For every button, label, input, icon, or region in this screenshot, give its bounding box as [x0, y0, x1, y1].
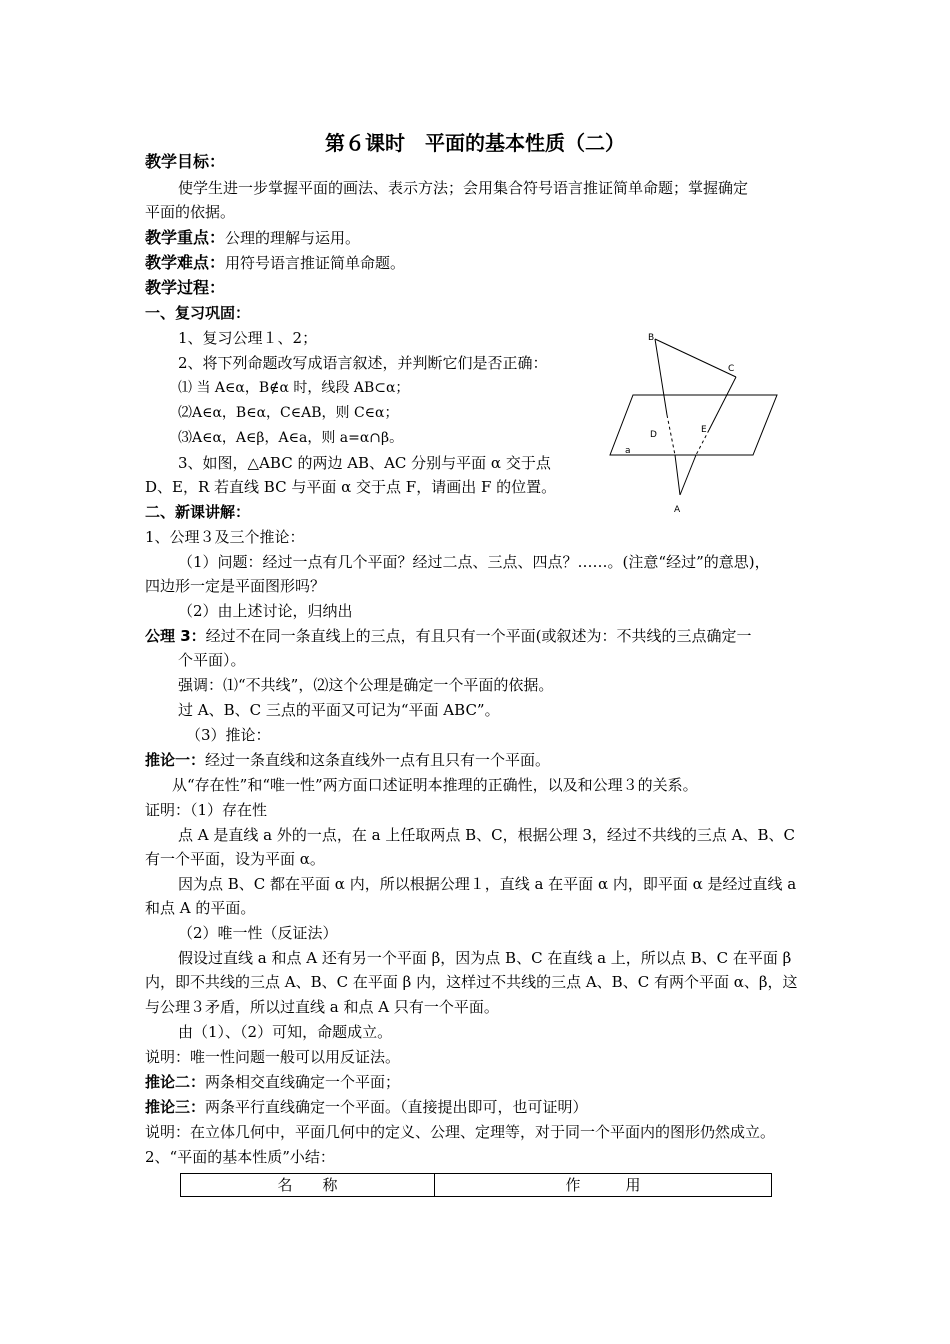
- label-c: C: [728, 364, 735, 374]
- review-sub3: ⑶A∈α，A∈β，A∈a，则 a=α∩β。: [178, 430, 404, 446]
- corollary2-text: 两条相交直线确定一个平面；: [205, 1073, 401, 1091]
- segment-ab-lower: [675, 455, 680, 495]
- review-item3-line1: 3、如图，△ABC 的两边 AB、AC 分别与平面 α 交于点: [178, 454, 551, 472]
- corollary1: [145, 750, 550, 770]
- corollary1-note: 从“存在性”和“唯一性”两方面口述证明本推理的正确性，以及和公理３的关系。: [172, 776, 698, 794]
- uniqueness-line1: 假设过直线 a 和点 A 还有另一个平面 β，因为点 B、C 在直线 a 上，所以点 B、C 在平面 β: [178, 949, 792, 967]
- geometry-figure: [605, 325, 795, 520]
- goal-text-line2: 平面的依据。: [145, 203, 236, 221]
- corollary3: [145, 1097, 588, 1117]
- uniqueness-line2: 内，即不共线的三点 A、B、C 在平面 β 内，这样过不共线的三点 A、B、C 有两个平面 α、β，这: [145, 973, 798, 991]
- review-item1: 1、复习公理１、2；: [178, 329, 318, 347]
- segment-ab-upper: [655, 339, 667, 415]
- review-heading: 一、复习巩固：: [145, 304, 251, 322]
- question1-line1: （1）问题：经过一点有几个平面？经过二点、三点、四点？……。(注意“经过”的意思)，: [178, 553, 770, 571]
- axiom3-label: 公理 3：: [145, 627, 206, 645]
- page-title: 第６课时 平面的基本性质（二）: [325, 131, 625, 155]
- corollary3-label: 推论三：: [145, 1098, 206, 1116]
- corollary1-label: 推论一：: [145, 751, 206, 769]
- key-point: [145, 228, 360, 248]
- label-a: A: [674, 505, 681, 515]
- table-header-function: 作 用: [565, 1176, 641, 1194]
- corollary3-text: 两条平行直线确定一个平面。（直接提出即可，也可证明）: [205, 1098, 588, 1116]
- summary-table: [180, 1173, 772, 1197]
- difficulty-label: 教学难点：: [145, 253, 226, 272]
- label-b: B: [648, 333, 655, 343]
- plane-alpha: [610, 395, 777, 455]
- segment-ab-hidden: [667, 415, 675, 455]
- conclusion: 由（1）、（2）可知，命题成立。: [178, 1023, 393, 1041]
- review-item2: 2、将下列命题改写成语言叙述，并判断它们是否正确：: [178, 354, 548, 372]
- key-text: 公理的理解与运用。: [225, 229, 361, 247]
- review-sub2: ⑵A∈α，B∈α，C∈AB，则 C∈α；: [178, 405, 399, 421]
- question2: （2）由上述讨论，归纳出: [178, 602, 353, 620]
- difficulty-point: [145, 253, 405, 273]
- section2-heading: 2、“平面的基本性质”小结：: [145, 1148, 335, 1166]
- table-header-name: 名 称: [181, 1174, 435, 1196]
- process-label: 教学过程：: [145, 278, 226, 297]
- corollary2-label: 推论二：: [145, 1073, 206, 1091]
- uniqueness-heading: （2）唯一性（反证法）: [178, 924, 338, 942]
- goal-text-line1: 使学生进一步掌握平面的画法、表示方法；会用集合符号语言推证简单命题；掌握确定: [178, 179, 749, 197]
- axiom3-line2: 个平面）。: [178, 651, 246, 669]
- label-e: E: [701, 425, 707, 435]
- question1-line2: 四边形一定是平面图形吗？: [145, 577, 326, 595]
- axiom3-text: 经过不在同一条直线上的三点，有且只有一个平面(或叙述为：不共线的三点确定一: [205, 627, 752, 645]
- note-uniqueness: 说明：唯一性问题一般可以用反证法。: [145, 1048, 401, 1066]
- uniqueness-line3: 与公理３矛盾，所以过直线 a 和点 A 只有一个平面。: [145, 998, 499, 1016]
- corollary2: [145, 1072, 400, 1092]
- axiom3-line1: [145, 626, 752, 646]
- proof-existence-line2: 有一个平面，设为平面 α。: [145, 850, 325, 868]
- label-plane: a: [625, 446, 631, 456]
- difficulty-text: 用符号语言推证简单命题。: [225, 254, 406, 272]
- proof-existence-line4: 和点 A 的平面。: [145, 899, 256, 917]
- segment-ac-lower: [680, 455, 696, 495]
- goal-label: 教学目标：: [145, 152, 226, 171]
- new-lesson-heading: 二、新课讲解：: [145, 503, 251, 521]
- key-label: 教学重点：: [145, 228, 226, 247]
- review-sub1: ⑴ 当 A∈α，B∉α 时，线段 AB⊂α；: [178, 380, 410, 396]
- segment-bc: [655, 339, 736, 377]
- review-item3-line2: D、E，R 若直线 BC 与平面 α 交于点 F，请画出 F 的位置。: [145, 478, 557, 496]
- question3: （3）推论：: [186, 726, 271, 744]
- proof-existence-line1: 点 A 是直线 a 外的一点，在 a 上任取两点 B、C，根据公理 3，经过不共线的三点 A、B、C: [178, 826, 796, 844]
- label-d: D: [650, 430, 657, 440]
- corollary1-text: 经过一条直线和这条直线外一点有且只有一个平面。: [205, 751, 551, 769]
- proof-label: 证明：（1）存在性: [145, 801, 268, 819]
- section1-heading: 1、公理３及三个推论：: [145, 528, 305, 546]
- emphasis-note: 强调：⑴“不共线”，⑵这个公理是确定一个平面的依据。: [178, 676, 554, 694]
- plane-abc-note: 过 A、B、C 三点的平面又可记为“平面 ABC”。: [178, 701, 500, 719]
- note-plane-geometry: 说明：在立体几何中，平面几何中的定义、公理、定理等，对于同一个平面内的图形仍然成立。: [145, 1123, 776, 1141]
- proof-existence-line3: 因为点 B、C 都在平面 α 内，所以根据公理１，直线 a 在平面 α 内，即平面 α 是经过直线 a: [178, 875, 797, 893]
- segment-ac-upper: [709, 377, 736, 430]
